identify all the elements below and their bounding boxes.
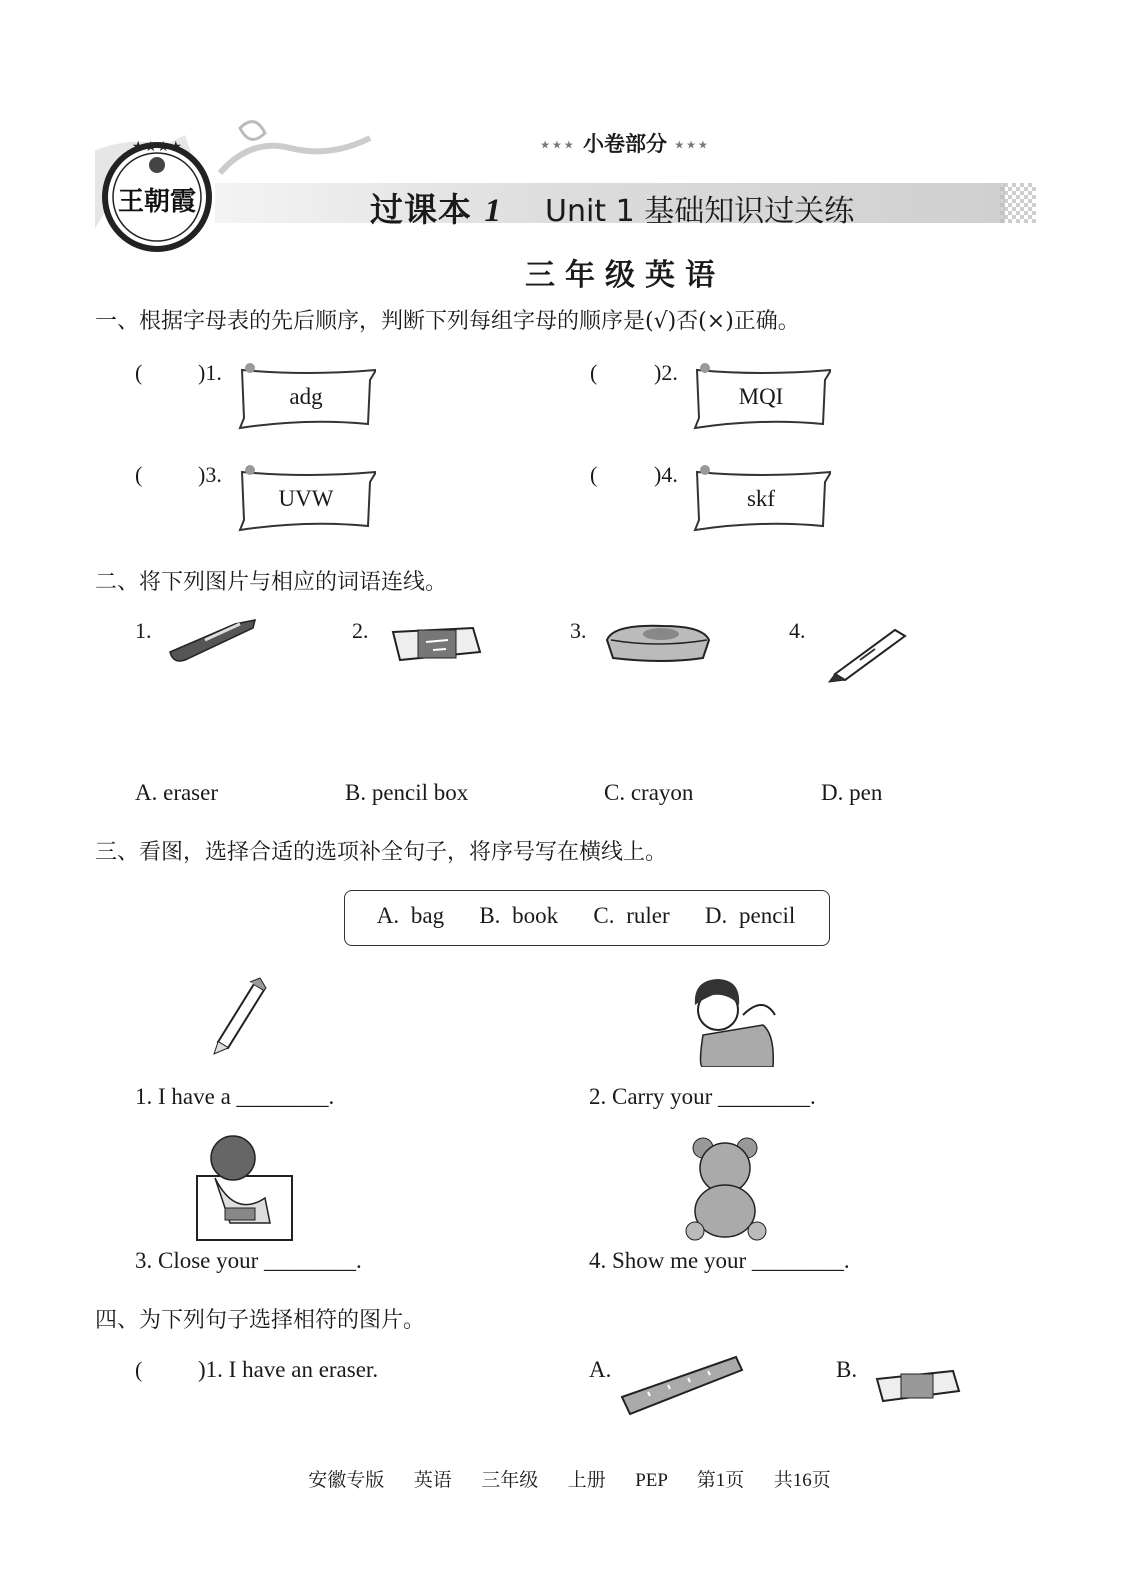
word-option-c: C. crayon	[604, 780, 694, 805]
section4-option-b: B.	[836, 1357, 858, 1382]
sentence-4: 4. Show me your ________.	[589, 1248, 850, 1273]
picture-number-3: 3.	[570, 618, 587, 643]
item-number-1: )1.	[198, 360, 222, 385]
unit-title: Unit 1 基础知识过关练	[545, 194, 855, 229]
sentence-1: 1. I have a ________.	[135, 1084, 335, 1109]
word-option-a: A. eraser	[135, 780, 219, 805]
letters-2: MQI	[738, 384, 784, 409]
picture-number-4: 4.	[789, 618, 806, 643]
scroll-card-3	[236, 464, 376, 534]
scroll-card-1	[236, 362, 376, 432]
lesson-prefix: 过课本	[370, 190, 472, 229]
item-number-4: )4.	[654, 462, 678, 487]
scroll-card-2	[691, 362, 831, 432]
options-text: A. bag B. book C. ruler D. pencil	[376, 903, 796, 928]
ribbon-decoration	[210, 118, 380, 178]
picture-number-1: 1.	[135, 618, 152, 643]
section4-option-a: A.	[589, 1357, 612, 1382]
pencil-picture	[208, 976, 268, 1056]
item-number-3: )3.	[198, 462, 222, 487]
section4-sentence: )1. I have an eraser.	[198, 1357, 379, 1382]
section4-instruction: 四、为下列句子选择相符的图片。	[95, 1308, 426, 1333]
section3-instruction: 三、看图，选择合适的选项补全句子，将序号写在横线上。	[95, 840, 668, 865]
eraser-picture	[873, 1365, 963, 1407]
lesson-title	[370, 184, 502, 231]
sentence-2: 2. Carry your ________.	[589, 1084, 816, 1109]
picture-number-2: 2.	[352, 618, 369, 643]
section1-instruction: 一、根据字母表的先后顺序，判断下列每组字母的顺序是(√)否(×)正确。	[95, 309, 800, 334]
sentence-3: 3. Close your ________.	[135, 1248, 362, 1273]
small-title-text: 小卷部分	[583, 132, 667, 156]
page-footer: 安徽专版 英语 三年级 上册 PEP 第1页 共16页	[308, 1470, 831, 1491]
eraser-icon	[388, 622, 484, 667]
word-option-b: B. pencil box	[345, 780, 469, 805]
answer-paren-4[interactable]: (	[590, 462, 598, 487]
small-title-stars-right: ★★★	[674, 138, 710, 152]
boy-with-bag-picture	[683, 975, 778, 1067]
scroll-card-4	[691, 464, 831, 534]
small-title	[500, 128, 750, 158]
pen-icon	[165, 612, 260, 667]
answer-paren-1[interactable]: (	[135, 360, 143, 385]
svg-text:★★★★: ★★★★	[131, 139, 183, 155]
child-reading-picture	[195, 1128, 295, 1243]
section4-answer-paren[interactable]: (	[135, 1357, 143, 1382]
answer-paren-2[interactable]: (	[590, 360, 598, 385]
title-band-checker	[1000, 183, 1036, 223]
small-title-stars-left: ★★★	[540, 138, 576, 152]
pencil-box-icon	[603, 618, 713, 666]
answer-paren-3[interactable]: (	[135, 462, 143, 487]
ruler-picture	[618, 1352, 746, 1420]
publisher-logo	[95, 135, 215, 255]
teddy-bear-picture	[683, 1133, 773, 1243]
item-number-2: )2.	[654, 360, 678, 385]
logo-text: 王朝霞	[117, 187, 197, 217]
letters-4: skf	[746, 486, 776, 511]
crayon-icon	[825, 622, 910, 684]
subject-title: 三年级英语	[525, 258, 725, 293]
letters-3: UVW	[278, 486, 334, 511]
word-option-d: D. pen	[821, 780, 883, 805]
section2-instruction: 二、将下列图片与相应的词语连线。	[95, 570, 448, 595]
letters-1: adg	[289, 384, 323, 409]
lesson-number: 1	[484, 193, 502, 229]
